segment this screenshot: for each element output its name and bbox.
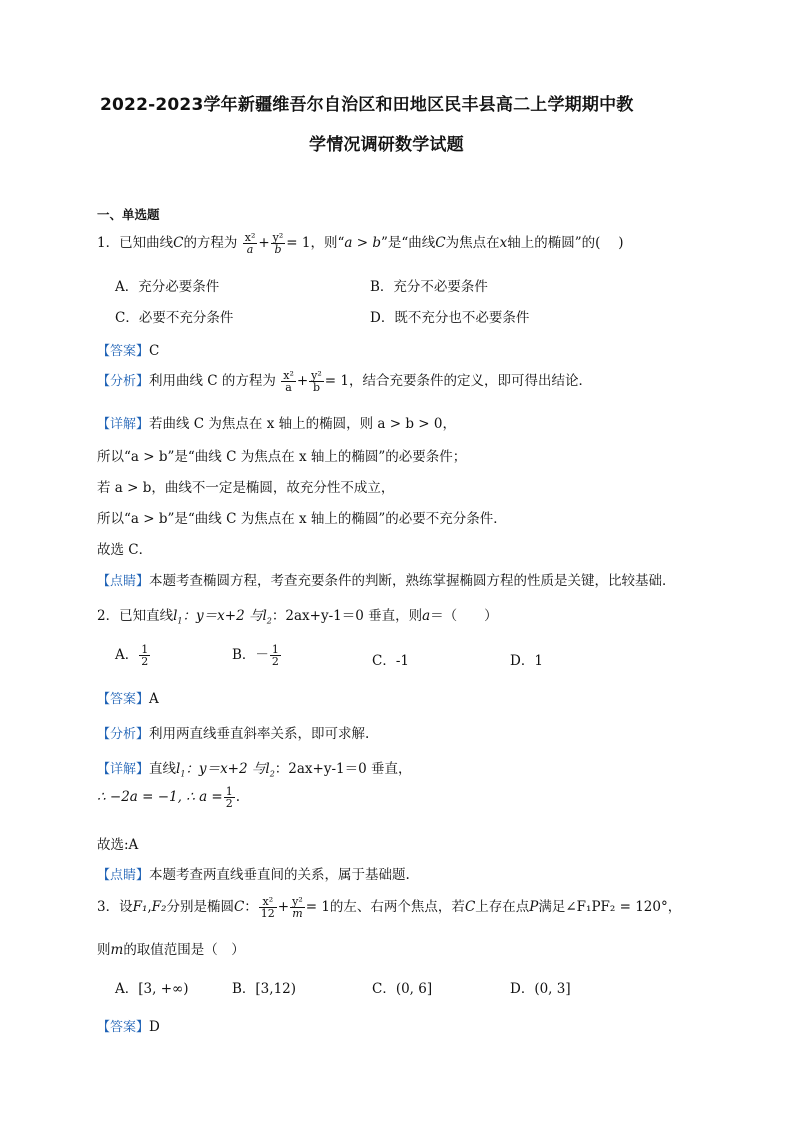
q1-answer: 【答案】C [97, 343, 160, 359]
q1-option-d[interactable]: D．既不充分也不必要条件 [370, 310, 530, 326]
q2-comment: 【点睛】本题考查两直线垂直间的关系，属于基础题. [97, 867, 410, 883]
q1-detail-1: 【详解】若曲线 C 为焦点在 x 轴上的椭圆，则 a > b > 0， [97, 416, 456, 432]
q3-option-a[interactable]: A．[3, +∞) [115, 981, 189, 997]
q1-frac-x: $\frac{\text{x²}}{a}$ [244, 231, 256, 256]
q3-stem: 3．设F₁,F₂分别是椭圆C： $\frac{\text{x²}}{12}$ + $\frac{\text{y²}}{m}$ = 1的左、右两个焦点，若C上存在点P满足∠F₁PF₂ = 120°， [97, 895, 682, 920]
q2-answer: 【答案】A [97, 691, 159, 707]
q1-option-b[interactable]: B．充分不必要条件 [370, 279, 488, 295]
q1-option-a[interactable]: A．充分必要条件 [115, 279, 220, 295]
q2-option-b[interactable]: B．－ $\frac{1}{2}$ [232, 643, 279, 668]
q1-frac-y: $\frac{\text{y²}}{b}$ [272, 231, 284, 256]
q2-option-a[interactable]: A． $\frac{1}{2}$ [115, 643, 149, 668]
q2-option-d[interactable]: D．1 [510, 653, 543, 669]
q2-option-c[interactable]: C．-1 [372, 653, 409, 669]
page-title-line2: 学情况调研数学试题 [309, 135, 464, 155]
q2-stem: 2．已知直线$l_1$：y＝x+2 与$l_2$：2ax+y-1＝0 垂直，则a＝（ ） [97, 608, 498, 626]
q3-stem-line2: 则m的取值范围是（ ） [97, 942, 245, 958]
page-title-line1: 2022-2023学年新疆维吾尔自治区和田地区民丰县高二上学期期中教 [100, 95, 634, 115]
q1-detail-4: 所以“a > b”是“曲线 C 为焦点在 x 轴上的椭圆”的必要不充分条件． [97, 511, 507, 527]
q2-detail-2: ∴ −2a = −1, ∴ a = $\frac{1}{2}$ . [97, 785, 241, 810]
q1-detail-3: 若 a > b，曲线不一定是椭圆，故充分性不成立， [97, 480, 395, 496]
q2-analysis: 【分析】利用两直线垂直斜率关系，即可求解. [97, 726, 370, 742]
q1-analysis: 【分析】利用曲线 C 的方程为 $\frac{\text{x²}}{a}$ + $\frac{\text{y²}}{b}$ = 1，结合充要条件的定义，即可得出结论． [97, 369, 592, 394]
q3-option-d[interactable]: D．(0, 3] [510, 981, 571, 997]
q1-detail-2: 所以“a > b”是“曲线 C 为焦点在 x 轴上的椭圆”的必要条件； [97, 449, 467, 465]
q1-comment: 【点睛】本题考查椭圆方程，考查充要条件的判断，熟练掌握椭圆方程的性质是关键，比较基础． [97, 573, 676, 589]
q3-answer: 【答案】D [97, 1019, 160, 1035]
q3-option-b[interactable]: B．[3,12) [232, 981, 297, 997]
q3-option-c[interactable]: C．(0, 6] [372, 981, 433, 997]
q1-stem: 1．已知曲线C的方程为 $\frac{\text{x²}}{a}$ + $\frac{\text{y²}}{b}$ = 1，则“a > b”是“曲线C为焦点在x轴上的椭圆”的( ) [97, 231, 624, 256]
q1-detail-5: 故选 C． [97, 542, 153, 558]
q2-detail-1: 【详解】直线$l_1$：y＝x+2 与$l_2$：2ax+y-1＝0 垂直， [97, 761, 412, 779]
section-heading: 一、单选题 [97, 207, 160, 222]
q2-conclude: 故选:A [97, 837, 139, 853]
q1-option-c[interactable]: C．必要不充分条件 [115, 310, 234, 326]
